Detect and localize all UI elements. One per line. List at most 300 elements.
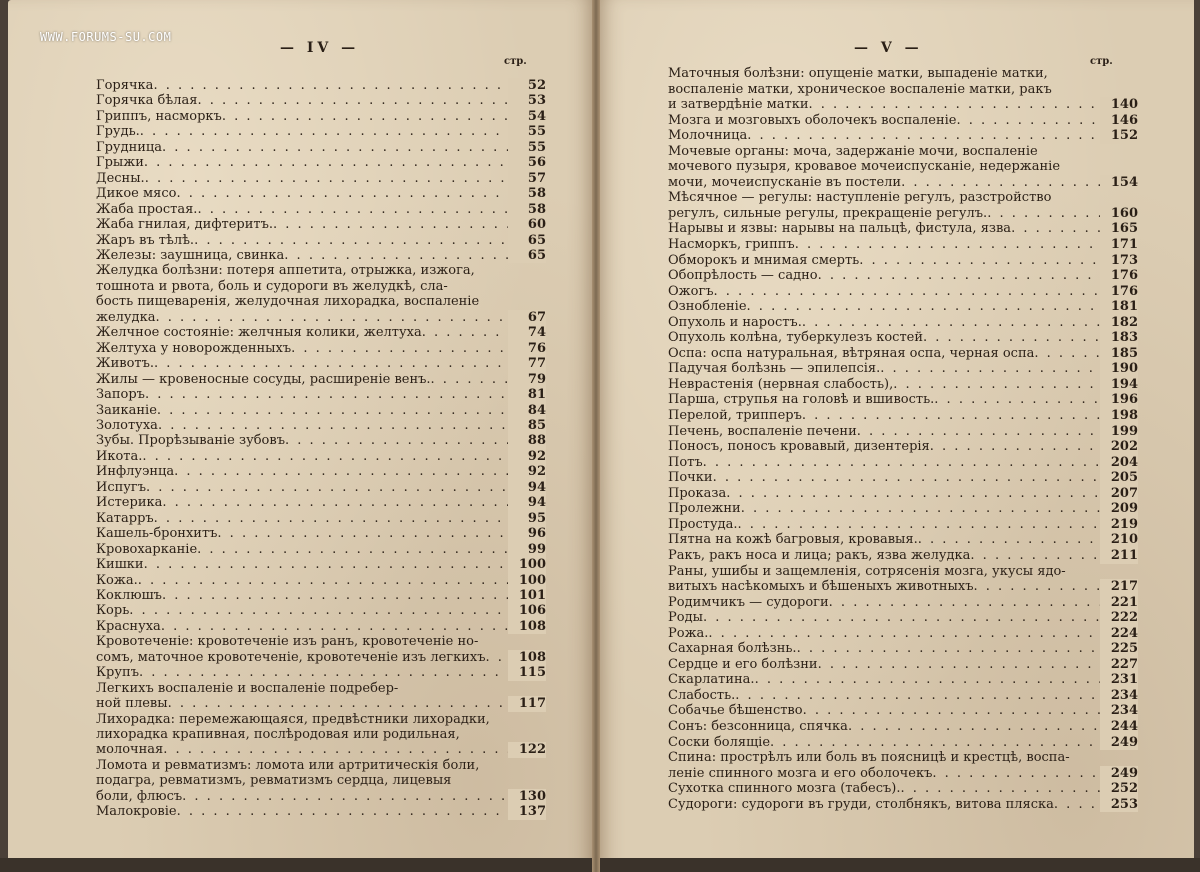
toc-entry-title xyxy=(668,346,1138,362)
toc-entry xyxy=(96,78,546,93)
toc-entry-title-text: Желчное состояніе: желчныя колики, желтуха xyxy=(96,325,422,341)
toc-entry-title xyxy=(96,155,546,170)
toc-entry-title-text: Неврастенія (нервная слабость), xyxy=(668,376,894,392)
toc-entry-title-text: Горячка бѣлая xyxy=(96,93,198,109)
toc-entry-title-text: Кожа. xyxy=(96,572,138,588)
toc-entry-page: 56 xyxy=(508,155,546,170)
toc-entry-page: 95 xyxy=(508,511,546,526)
toc-entry-title-text: Испугъ xyxy=(96,479,147,495)
toc-entry xyxy=(96,155,546,170)
toc-entry-page: 160 xyxy=(1100,206,1138,222)
toc-entry-title-text: Насморкъ, гриппъ xyxy=(668,237,795,253)
toc-entry-title-text: Истерика xyxy=(96,495,163,511)
toc-entry xyxy=(668,315,1138,331)
toc-entry xyxy=(96,248,546,263)
toc-entry-title-text: Сухотка спинного мозга (табесъ). xyxy=(668,781,901,797)
toc-entry xyxy=(668,688,1138,704)
toc-entry-title xyxy=(96,171,546,186)
toc-entry-page: 88 xyxy=(508,433,546,448)
toc-entry-title-text: Желудка болѣзни: потеря аппетита, отрыжка, изжога, тошнота и рвота, боль и судороги въ желудкѣ, сла- бость пищеваренія, желудочная лихорадка, воспаленіе желудка xyxy=(96,263,480,325)
toc-entry-title-text: Желтуха у новорожденныхъ xyxy=(96,340,292,356)
toc-entry-title xyxy=(668,253,1138,269)
toc-entry-title-text: Грудница xyxy=(96,139,163,155)
toc-entry-title-text: Падучая болѣзнь — эпилепсія. xyxy=(668,361,881,377)
toc-entry-page: 65 xyxy=(508,233,546,248)
toc-entry-title-text: Жаба гнилая, дифтеритъ. xyxy=(96,217,273,233)
toc-entry xyxy=(96,665,546,680)
toc-entry-title xyxy=(668,190,1138,221)
toc-entry-title xyxy=(96,619,546,634)
left-page xyxy=(8,0,596,872)
toc-entry-title xyxy=(96,248,546,263)
toc-entry-title-text: Грыжи xyxy=(96,155,144,171)
toc-entry-title xyxy=(96,372,546,387)
toc-entry-page: 92 xyxy=(508,449,546,464)
toc-entry-page: 234 xyxy=(1100,688,1138,704)
toc-entry-title-text: Корь xyxy=(96,603,130,619)
toc-entry-title xyxy=(668,408,1138,424)
toc-entry-title xyxy=(668,501,1138,517)
toc-entry xyxy=(668,190,1138,221)
toc-entry-page: 152 xyxy=(1100,128,1138,144)
toc-entry-title-text: Слабость. xyxy=(668,687,736,703)
toc-entry xyxy=(668,377,1138,393)
toc-entry-title-text: Почки xyxy=(668,470,713,486)
toc-entry xyxy=(96,325,546,340)
toc-entry xyxy=(668,610,1138,626)
toc-entry-title xyxy=(668,284,1138,300)
toc-entry xyxy=(668,719,1138,735)
toc-entry xyxy=(668,439,1138,455)
toc-entry-page: 217 xyxy=(1100,579,1138,595)
toc-entry xyxy=(96,93,546,108)
toc-entry-page: 183 xyxy=(1100,330,1138,346)
toc-entry-title xyxy=(96,681,546,712)
toc-entry-title xyxy=(96,542,546,557)
page-number-right: — V — xyxy=(854,40,923,56)
toc-entry xyxy=(96,804,546,819)
toc-entry-title-text: Крупъ xyxy=(96,665,139,681)
toc-entry-page: 182 xyxy=(1100,315,1138,331)
toc-entry-page: 253 xyxy=(1100,797,1138,813)
toc-entry xyxy=(96,511,546,526)
toc-entry-title xyxy=(96,480,546,495)
toc-entry-title xyxy=(96,109,546,124)
toc-entry-title xyxy=(96,124,546,139)
toc-entry xyxy=(668,221,1138,237)
toc-entry-title-text: Золотуха xyxy=(96,417,158,433)
toc-entry-title xyxy=(96,526,546,541)
toc-entry xyxy=(668,330,1138,346)
toc-entry-title-text: Обопрѣлость — садно xyxy=(668,268,818,284)
toc-entry-page: 209 xyxy=(1100,501,1138,517)
toc-entry xyxy=(96,356,546,371)
toc-entry-title-text: Собачье бѣшенство xyxy=(668,703,803,719)
toc-entry-page: 190 xyxy=(1100,361,1138,377)
toc-entry xyxy=(96,526,546,541)
toc-entry-page: 54 xyxy=(508,109,546,124)
toc-entry-title xyxy=(668,315,1138,331)
toc-entry-title-text: Печень, воспаленіе печени xyxy=(668,423,857,439)
toc-entry-title xyxy=(96,588,546,603)
toc-entry-title xyxy=(96,186,546,201)
toc-entry-title xyxy=(96,804,546,819)
toc-entry-title xyxy=(96,418,546,433)
toc-entry xyxy=(96,186,546,201)
toc-entry-page: 58 xyxy=(508,202,546,217)
toc-entry-title-text: Пролежни xyxy=(668,501,741,517)
toc-entry-page: 115 xyxy=(508,665,546,680)
toc-entry xyxy=(668,144,1138,191)
table-surface xyxy=(0,858,1200,872)
toc-entry xyxy=(96,464,546,479)
toc-entry-title xyxy=(96,634,546,665)
toc-entry-title xyxy=(668,703,1138,719)
toc-entry xyxy=(96,619,546,634)
toc-entry-page: 94 xyxy=(508,495,546,510)
toc-entry-page: 154 xyxy=(1100,175,1138,191)
toc-entry-page: 52 xyxy=(508,78,546,93)
toc-entry xyxy=(668,672,1138,688)
toc-entry-title-text: Ракъ, ракъ носа и лица; ракъ, язва желудка xyxy=(668,547,971,563)
toc-entry-title xyxy=(96,403,546,418)
watermark-text: WWW.FORUMS-SU.COM xyxy=(40,30,172,44)
toc-entry-title xyxy=(96,758,546,804)
toc-entry xyxy=(96,433,546,448)
toc-entry-page: 196 xyxy=(1100,392,1138,408)
toc-entry xyxy=(96,217,546,232)
toc-entry-page: 55 xyxy=(508,124,546,139)
toc-entry-title-text: Рожа. xyxy=(668,625,709,641)
toc-entry-title-text: Дикое мясо xyxy=(96,186,177,202)
toc-entry-title xyxy=(96,233,546,248)
toc-entry-title-text: Опухоль и наростъ. xyxy=(668,314,802,330)
toc-entry-title-text: Обморокъ и мнимая смерть xyxy=(668,252,860,268)
toc-entry-title xyxy=(668,392,1138,408)
toc-entry-title xyxy=(668,688,1138,704)
toc-entry-title xyxy=(96,433,546,448)
page-number-left: — IV — xyxy=(280,40,360,56)
toc-entry xyxy=(668,346,1138,362)
toc-entry-title-text: Гриппъ, насморкъ xyxy=(96,108,222,124)
toc-entry xyxy=(96,557,546,572)
toc-entry-title-text: Икота. xyxy=(96,448,143,464)
toc-entry xyxy=(668,797,1138,813)
toc-entry-page: 53 xyxy=(508,93,546,108)
toc-entry xyxy=(668,781,1138,797)
toc-entry-page: 106 xyxy=(508,603,546,618)
toc-list-right xyxy=(668,66,1138,812)
toc-entry xyxy=(668,595,1138,611)
toc-entry-page: 171 xyxy=(1100,237,1138,253)
toc-entry-title-text: Жаръ въ тѣлѣ. xyxy=(96,232,195,248)
toc-entry-title xyxy=(96,93,546,108)
toc-entry xyxy=(96,603,546,618)
toc-entry xyxy=(96,263,546,325)
toc-entry xyxy=(668,408,1138,424)
toc-entry xyxy=(668,564,1138,595)
toc-entry-title xyxy=(668,377,1138,393)
toc-entry-page: 100 xyxy=(508,557,546,572)
toc-entry-title xyxy=(668,672,1138,688)
toc-entry-page: 94 xyxy=(508,480,546,495)
toc-entry-title-text: Мѣсячное — регулы: наступленіе регулъ, разстройство регулъ, сильные регулы, прекращеніе регулъ. xyxy=(668,190,1052,221)
toc-entry-page: 198 xyxy=(1100,408,1138,424)
toc-entry-title xyxy=(96,202,546,217)
toc-entry xyxy=(96,171,546,186)
toc-entry-page: 117 xyxy=(508,696,546,711)
toc-entry-title-text: Судороги: судороги въ груди, столбнякъ, витова пляска xyxy=(668,796,1054,812)
toc-entry-title xyxy=(668,735,1138,751)
toc-entry xyxy=(668,548,1138,564)
toc-entry-page: 173 xyxy=(1100,253,1138,269)
toc-entry xyxy=(668,501,1138,517)
toc-entry-title xyxy=(96,263,546,325)
toc-entry xyxy=(668,284,1138,300)
toc-entry-title-text: Запоръ xyxy=(96,387,145,403)
toc-entry xyxy=(96,495,546,510)
toc-entry-page: 99 xyxy=(508,542,546,557)
toc-entry xyxy=(96,403,546,418)
toc-entry xyxy=(668,424,1138,440)
toc-entry-title xyxy=(668,517,1138,533)
toc-entry-title-text: Опухоль колѣна, туберкулезъ костей xyxy=(668,330,924,346)
toc-entry-page: 176 xyxy=(1100,268,1138,284)
toc-entry xyxy=(96,588,546,603)
toc-entry xyxy=(668,750,1138,781)
toc-entry-title-text: Ознобленіе xyxy=(668,299,747,315)
toc-entry-title xyxy=(96,387,546,402)
toc-entry xyxy=(96,233,546,248)
toc-entry-title xyxy=(96,325,546,340)
toc-entry-page: 79 xyxy=(508,372,546,387)
toc-entry-title-text: Кровотеченіе: кровотеченіе изъ ранъ, кровотеченіе но- сомъ, маточное кровотеченіе, кровотеченіе изъ легкихъ xyxy=(96,634,486,665)
toc-entry-title-text: Легкихъ воспаленіе и воспаленіе подребер- ной плевы xyxy=(96,680,399,712)
toc-entry-title xyxy=(668,486,1138,502)
toc-entry-title xyxy=(96,464,546,479)
toc-entry xyxy=(668,626,1138,642)
toc-entry-title-text: Маточныя болѣзни: опущеніе матки, выпаденіе матки, воспаленіе матки, хроническое воспаленіе матки, ракъ и затвердѣніе матки xyxy=(668,66,1052,113)
toc-entry-title-text: Нарывы и язвы: нарывы на пальцѣ, фистула, язва xyxy=(668,221,1012,237)
toc-entry-title xyxy=(668,564,1138,595)
toc-entry xyxy=(668,517,1138,533)
toc-entry-title-text: Кровохарканіе xyxy=(96,541,198,557)
toc-entry-title-text: Поносъ, поносъ кровавый, дизентерія xyxy=(668,439,930,455)
toc-entry-page: 176 xyxy=(1100,284,1138,300)
toc-entry-title-text: Жаба простая. xyxy=(96,201,198,217)
toc-entry xyxy=(96,387,546,402)
toc-entry-page: 84 xyxy=(508,403,546,418)
column-header-left: стр. xyxy=(504,56,527,67)
book-gutter xyxy=(592,0,600,872)
toc-entry-page: 108 xyxy=(508,650,546,665)
toc-entry xyxy=(668,361,1138,377)
toc-entry-page: 222 xyxy=(1100,610,1138,626)
toc-entry-title xyxy=(96,603,546,618)
toc-entry xyxy=(96,480,546,495)
toc-entry-title-text: Железы: заушница, свинка xyxy=(96,247,285,263)
toc-entry-page: 205 xyxy=(1100,470,1138,486)
toc-entry-title-text: Молочница xyxy=(668,128,748,144)
toc-entry-page: 227 xyxy=(1100,657,1138,673)
toc-entry-title-text: Потъ xyxy=(668,454,703,470)
toc-entry-page: 81 xyxy=(508,387,546,402)
toc-entry-title-text: Спина: прострѣлъ или боль въ поясницѣ и крестцѣ, воспа- леніе спинного мозга и его оболочекъ xyxy=(668,750,1070,781)
toc-entry-page: 234 xyxy=(1100,703,1138,719)
toc-entry-title xyxy=(668,781,1138,797)
toc-entry-page: 202 xyxy=(1100,439,1138,455)
toc-entry-title xyxy=(96,140,546,155)
toc-entry-title xyxy=(96,78,546,93)
toc-entry-page: 130 xyxy=(508,789,546,804)
toc-entry-title xyxy=(668,750,1138,781)
toc-entry-title-text: Сердце и его болѣзни xyxy=(668,656,818,672)
toc-entry-page: 194 xyxy=(1100,377,1138,393)
toc-entry xyxy=(96,634,546,665)
toc-entry-title xyxy=(668,439,1138,455)
toc-entry-title-text: Пятна на кожѣ багровыя, кровавыя. xyxy=(668,532,918,548)
toc-entry-page: 225 xyxy=(1100,641,1138,657)
toc-entry-page: 185 xyxy=(1100,346,1138,362)
toc-entry-title xyxy=(96,341,546,356)
toc-entry-title-text: Кашель-бронхитъ xyxy=(96,526,218,542)
toc-entry-title xyxy=(668,424,1138,440)
toc-entry-page: 181 xyxy=(1100,299,1138,315)
toc-entry-title-text: Жилы — кровеносные сосуды, расширеніе венъ. xyxy=(96,371,431,387)
toc-entry xyxy=(668,486,1138,502)
toc-entry-page: 210 xyxy=(1100,532,1138,548)
toc-entry-page: 101 xyxy=(508,588,546,603)
toc-entry-page: 58 xyxy=(508,186,546,201)
toc-entry-title xyxy=(668,455,1138,471)
toc-entry-page: 65 xyxy=(508,248,546,263)
toc-entry xyxy=(96,140,546,155)
toc-entry-title xyxy=(668,548,1138,564)
toc-entry xyxy=(96,449,546,464)
toc-entry-title xyxy=(96,511,546,526)
toc-entry-title-text: Парша, струпья на головѣ и вшивость. xyxy=(668,392,935,408)
toc-entry-page: 199 xyxy=(1100,424,1138,440)
toc-entry-title-text: Горячка xyxy=(96,78,154,93)
toc-entry-title-text: Сонъ: безсонница, спячка xyxy=(668,718,848,734)
toc-entry xyxy=(96,758,546,804)
toc-entry-page: 60 xyxy=(508,217,546,232)
toc-entry xyxy=(96,712,546,758)
toc-entry-page: 122 xyxy=(508,742,546,757)
toc-entry-title-text: Раны, ушибы и защемленія, сотрясенія мозга, укусы ядо- витыхъ насѣкомыхъ и бѣшеныхъ животныхъ xyxy=(668,563,1066,595)
toc-entry xyxy=(668,253,1138,269)
toc-entry-page: 55 xyxy=(508,140,546,155)
toc-list-left xyxy=(96,78,546,820)
toc-entry xyxy=(96,573,546,588)
toc-entry-title xyxy=(668,470,1138,486)
toc-entry-title-text: Коклюшъ xyxy=(96,587,162,603)
toc-entry-title xyxy=(96,573,546,588)
toc-entry-title xyxy=(668,299,1138,315)
toc-entry-page: 74 xyxy=(508,325,546,340)
toc-entry xyxy=(668,735,1138,751)
toc-entry-title xyxy=(668,610,1138,626)
toc-entry-title xyxy=(668,237,1138,253)
toc-entry xyxy=(668,641,1138,657)
toc-entry-title-text: Простуда. xyxy=(668,516,738,532)
toc-entry-page: 211 xyxy=(1100,548,1138,564)
toc-entry xyxy=(96,341,546,356)
toc-entry xyxy=(668,237,1138,253)
toc-entry-title xyxy=(668,626,1138,642)
toc-entry-page: 224 xyxy=(1100,626,1138,642)
toc-entry-page: 207 xyxy=(1100,486,1138,502)
toc-entry-page: 146 xyxy=(1100,113,1138,129)
toc-entry-title-text: Катарръ xyxy=(96,510,154,526)
toc-entry-page: 76 xyxy=(508,341,546,356)
toc-entry-page: 96 xyxy=(508,526,546,541)
toc-entry-title xyxy=(668,113,1138,129)
toc-entry xyxy=(668,532,1138,548)
toc-entry-title-text: Скарлатина. xyxy=(668,672,755,688)
toc-entry-title xyxy=(668,268,1138,284)
toc-entry xyxy=(668,455,1138,471)
toc-entry-title xyxy=(96,557,546,572)
toc-entry-title xyxy=(96,665,546,680)
toc-entry-page: 249 xyxy=(1100,766,1138,782)
toc-entry xyxy=(96,418,546,433)
toc-entry xyxy=(668,703,1138,719)
toc-entry-title-text: Инфлуэнца xyxy=(96,464,175,480)
toc-entry-page: 140 xyxy=(1100,97,1138,113)
toc-entry-title xyxy=(668,797,1138,813)
toc-entry-page: 108 xyxy=(508,619,546,634)
toc-entry-title-text: Краснуха xyxy=(96,618,161,634)
toc-entry xyxy=(96,542,546,557)
toc-entry-page: 221 xyxy=(1100,595,1138,611)
toc-entry-title-text: Перелой, трипперъ xyxy=(668,408,802,424)
toc-entry-title xyxy=(668,657,1138,673)
toc-entry-title-text: Мозга и мозговыхъ оболочекъ воспаленіе xyxy=(668,112,957,128)
toc-entry-title-text: Ожогъ xyxy=(668,283,714,299)
toc-entry-page: 231 xyxy=(1100,672,1138,688)
toc-entry-title xyxy=(668,595,1138,611)
toc-entry-title-text: Десны. xyxy=(96,170,145,186)
toc-entry-title-text: Мочевые органы: моча, задержаніе мочи, воспаленіе мочевого пузыря, кровавое мочеиспусканіе, недержаніе мочи, мочеиспусканіе въ постели xyxy=(668,143,1061,190)
toc-entry-title xyxy=(668,330,1138,346)
toc-entry-page: 77 xyxy=(508,356,546,371)
toc-entry-page: 85 xyxy=(508,418,546,433)
toc-entry-title-text: Грудь. xyxy=(96,124,140,140)
toc-entry-page: 165 xyxy=(1100,221,1138,237)
toc-entry-title xyxy=(96,217,546,232)
toc-entry-title-text: Родимчикъ — судороги xyxy=(668,594,829,610)
toc-entry-page: 100 xyxy=(508,573,546,588)
toc-entry-title-text: Малокровіе xyxy=(96,804,177,820)
toc-entry-page: 249 xyxy=(1100,735,1138,751)
toc-entry-page: 204 xyxy=(1100,455,1138,471)
toc-entry-title xyxy=(668,128,1138,144)
toc-entry-title-text: Ломота и ревматизмъ: ломота или артритическія боли, подагра, ревматизмъ, ревматизмъ сердца, лицевыя боли, флюсъ xyxy=(96,757,480,804)
toc-entry-title-text: Проказа xyxy=(668,485,727,501)
toc-entry xyxy=(668,392,1138,408)
toc-entry-title xyxy=(668,361,1138,377)
toc-entry-title-text: Зубы. Прорѣзываніе зубовъ xyxy=(96,433,285,449)
toc-entry-title-text: Животъ. xyxy=(96,356,155,372)
toc-entry-title xyxy=(668,641,1138,657)
toc-entry-title xyxy=(668,66,1138,113)
toc-entry xyxy=(668,113,1138,129)
toc-entry xyxy=(96,202,546,217)
toc-entry xyxy=(668,268,1138,284)
toc-entry-title xyxy=(668,144,1138,191)
toc-entry-title-text: Сахарная болѣзнь. xyxy=(668,641,797,657)
